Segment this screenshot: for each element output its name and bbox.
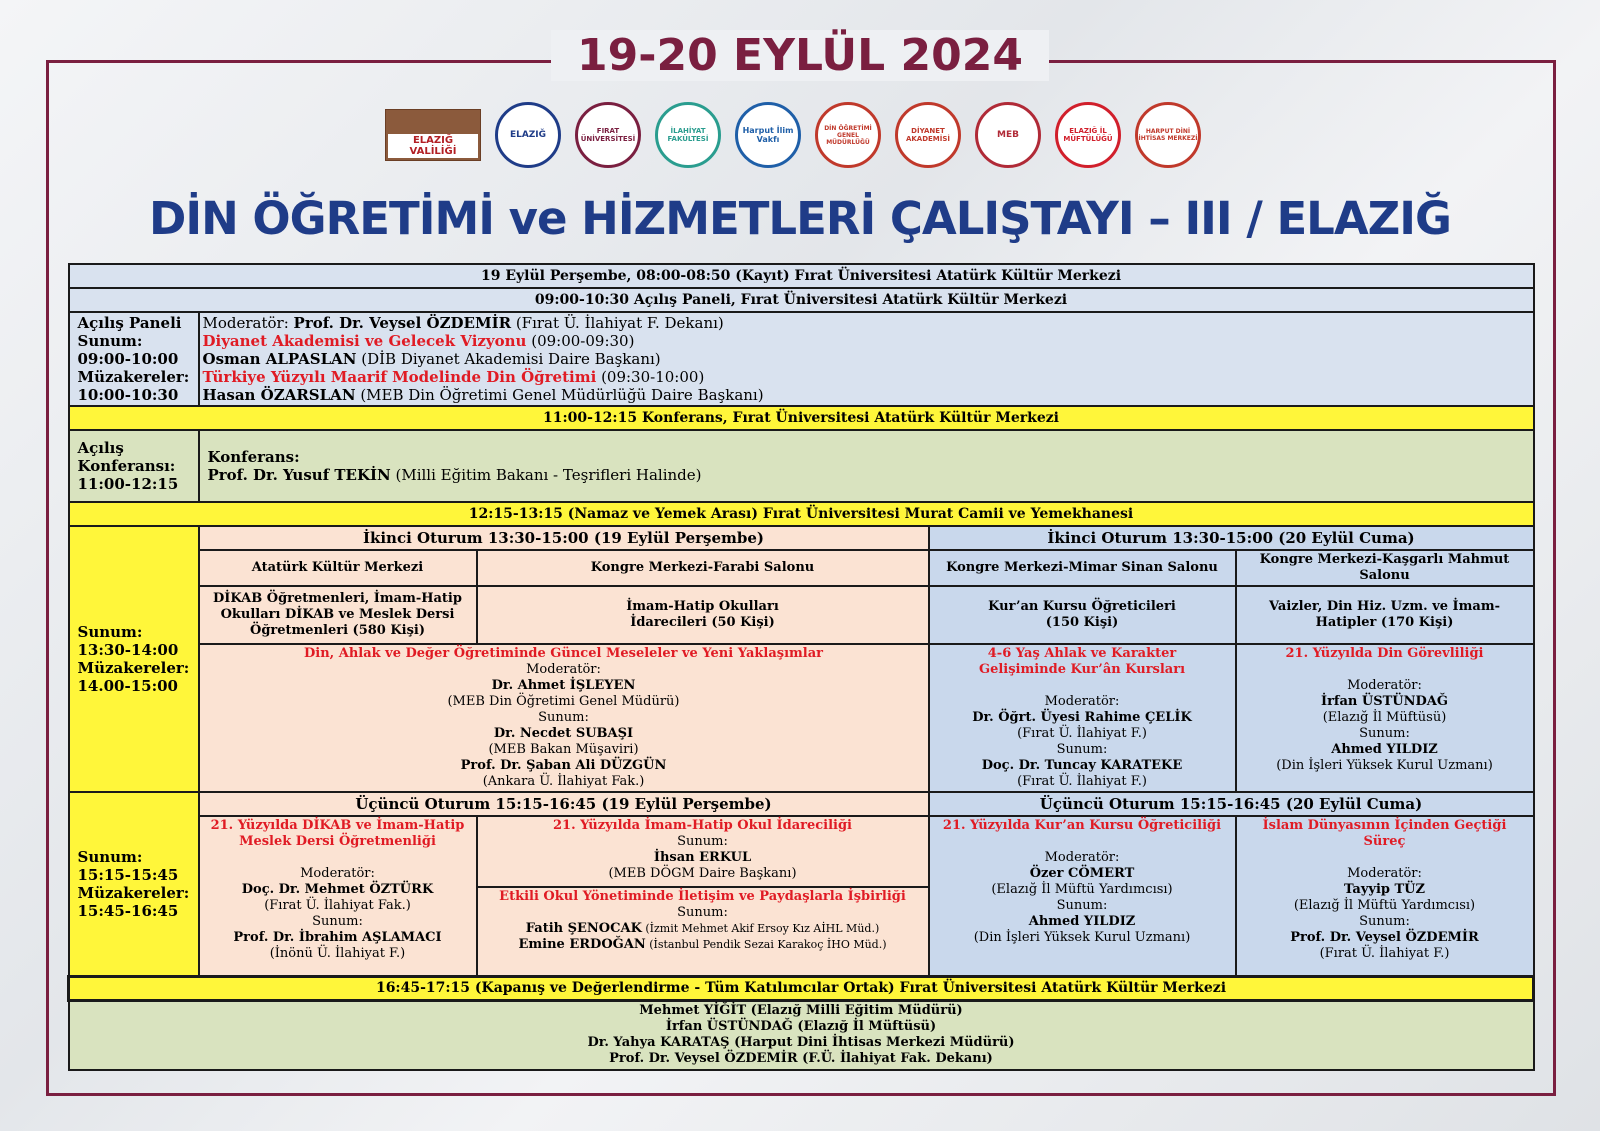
conference-side-label: Açılış Konferansı: 11:00-12:15 [69, 430, 199, 502]
venue-farabi: Kongre Merkezi-Farabi Salonu [477, 550, 929, 586]
ilahiyat-fakultesi-logo: İLAHİYAT FAKÜLTESİ [655, 102, 721, 168]
venue-kasgarli: Kongre Merkezi-Kaşgarlı Mahmut Salonu [1236, 550, 1534, 586]
closing-speakers: Mehmet YİĞİT (Elazığ Milli Eğitim Müdürü) İrfan ÜSTÜNDAĞ (Elazığ İl Müftüsü) Dr. Yahya KARATAŞ (Harput Dini İhtisas Merkezi Müdürü) Prof. Dr. Veysel ÖZDEMİR (F.Ü. İlahiyat Fak. Dekanı) [69, 1000, 1534, 1070]
conference-header-row: 11:00-12:15 Konferans, Fırat Üniversitesi Atatürk Kültür Merkezi [69, 406, 1534, 430]
registration-row: 19 Eylül Perşembe, 08:00-08:50 (Kayıt) Fırat Üniversitesi Atatürk Kültür Merkezi [69, 264, 1534, 288]
program-table [67, 263, 1535, 1071]
session2-side-label: Sunum: 13:30-14:00 Müzakereler: 14.00-15:00 [69, 526, 199, 792]
valilik-logo: ELAZIĞ VALİLİĞİ [385, 109, 481, 161]
group-dikab: DİKAB Öğretmenleri, İmam-Hatip Okulları DİKAB ve Meslek Dersi Öğretmenleri (580 Kişi) [199, 586, 477, 644]
session2-din-gorevliligi: 21. Yüzyılda Din Görevliliği Moderatör: İrfan ÜSTÜNDAĞ (Elazığ İl Müftüsü) Sunum: Ahmed YILDIZ (Din İşleri Yüksek Kurul Uzmanı) [1236, 644, 1534, 792]
group-imam-hatip: İmam-Hatip Okulları İdarecileri (50 Kişi) [477, 586, 929, 644]
belediye-logo: ELAZIĞ [495, 102, 561, 168]
page-title: DİN ÖĞRETİMİ ve HİZMETLERİ ÇALIŞTAYI – III / ELAZIĞ [149, 192, 1451, 245]
session2-kuran-kurslari: 4-6 Yaş Ahlak ve Karakter Gelişiminde Kur’ân Kursları Moderatör: Dr. Öğrt. Üyesi Rahime ÇELİK (Fırat Ü. İlahiyat F.) Sunum: Doç. Dr. Tuncay KARATEKE (Fırat Ü. İlahiyat F.) [929, 644, 1236, 792]
panel-side-label: Açılış Paneli Sunum: 09:00-10:00 Müzakereler: 10:00-10:30 [69, 312, 199, 406]
event-date: 19-20 EYLÜL 2024 [0, 30, 1600, 81]
firat-universitesi-logo: FIRAT ÜNİVERSİTESİ [575, 102, 641, 168]
elazig-muftulugu-logo: ELAZIĞ İL MÜFTÜLÜĞÜ [1055, 102, 1121, 168]
session3-islam-dunyasi: İslam Dünyasının İçinden Geçtiği Süreç Moderatör: Tayyip TÜZ (Elazığ İl Müftü Yardımcısı) Sunum: Prof. Dr. Veysel ÖZDEMİR (Fırat Ü. İlahiyat F.) [1236, 816, 1534, 976]
venue-ataturk: Atatürk Kültür Merkezi [199, 550, 477, 586]
panel-header-row: 09:00-10:30 Açılış Paneli, Fırat Üniversitesi Atatürk Kültür Merkezi [69, 288, 1534, 312]
group-kuran-kursu: Kur’an Kursu Öğreticileri (150 Kişi) [929, 586, 1236, 644]
venue-mimar-sinan: Kongre Merkezi-Mimar Sinan Salonu [929, 550, 1236, 586]
diyanet-akademisi-logo: DİYANET AKADEMİSİ [895, 102, 961, 168]
conference-details: Konferans: Prof. Dr. Yusuf TEKİN (Milli Eğitim Bakanı - Teşrifleri Halinde) [199, 430, 1534, 502]
session2-din-ahlak: Din, Ahlak ve Değer Öğretiminde Güncel Meseleler ve Yeni Yaklaşımlar Moderatör: Dr. Ahmet İŞLEYEN (MEB Din Öğretimi Genel Müdürü) Sunum: Dr. Necdet SUBAŞI (MEB Bakan Müşaviri) Prof. Dr. Şaban Ali DÜZGÜN (Ankara Ü. İlahiyat Fak.) [199, 644, 929, 792]
closing-header-row: 16:45-17:15 (Kapanış ve Değerlendirme - Tüm Katılımcılar Ortak) Fırat Üniversitesi Atatürk Kültür Merkezi [69, 976, 1534, 1000]
session3-friday-header: Üçüncü Oturum 15:15-16:45 (20 Eylül Cuma) [929, 792, 1534, 816]
meb-logo: MEB [975, 102, 1041, 168]
ihtisas-merkezi-logo: HARPUT DİNİ İHTİSAS MERKEZİ [1135, 102, 1201, 168]
din-ogretimi-logo: DİN ÖĞRETİMİ GENEL MÜDÜRLÜĞÜ [815, 102, 881, 168]
lunch-row: 12:15-13:15 (Namaz ve Yemek Arası) Fırat Üniversitesi Murat Camii ve Yemekhanesi [69, 502, 1534, 526]
session3-thursday-header: Üçüncü Oturum 15:15-16:45 (19 Eylül Perşembe) [199, 792, 929, 816]
session3-kuran-kursu: 21. Yüzyılda Kur’an Kursu Öğreticiliği Moderatör: Özer CÖMERT (Elazığ İl Müftü Yardımcısı) Sunum: Ahmed YILDIZ (Din İşleri Yüksek Kurul Uzmanı) [929, 816, 1236, 976]
session3-imam-hatip: 21. Yüzyılda İmam-Hatip Okul İdareciliği Sunum: İhsan ERKUL (MEB DÖGM Daire Başkanı) Etkili Okul Yönetiminde İletişim ve Paydaşlarla İşbirliği Sunum: Fatih ŞENOCAK (İzmit Mehmet Akif Ersoy Kız AİHL Müd.) Emine ERDOĞAN (İstanbul Pendik Sezai Karakoç İHO Müd.) [477, 816, 929, 976]
session2-friday-header: İkinci Oturum 13:30-15:00 (20 Eylül Cuma) [929, 526, 1534, 550]
harput-ilim-vakfi-logo: Harput İlim Vakfı [735, 102, 801, 168]
session3-dikab: 21. Yüzyılda DİKAB ve İmam-Hatip Meslek Dersi Öğretmenliği Moderatör: Doç. Dr. Mehmet ÖZTÜRK (Fırat Ü. İlahiyat Fak.) Sunum: Prof. Dr. İbrahim AŞLAMACI (İnönü Ü. İlahiyat F.) [199, 816, 477, 976]
session3-side-label: Sunum: 15:15-15:45 Müzakereler: 15:45-16:45 [69, 792, 199, 976]
group-vaizler: Vaizler, Din Hiz. Uzm. ve İmam-Hatipler (170 Kişi) [1236, 586, 1534, 644]
panel-details: Moderatör: Prof. Dr. Veysel ÖZDEMİR (Fırat Ü. İlahiyat F. Dekanı) Diyanet Akademisi ve Gelecek Vizyonu (09:00-09:30) Osman ALPASLAN (DİB Diyanet Akademisi Daire Başkanı) Türkiye Yüzyılı Maarif Modelinde Din Öğretimi (09:30-10:00) Hasan ÖZARSLAN (MEB Din Öğretimi Genel Müdürlüğü Daire Başkanı) [199, 312, 1534, 406]
session2-thursday-header: İkinci Oturum 13:30-15:00 (19 Eylül Perşembe) [199, 526, 929, 550]
logo-strip [385, 95, 1215, 175]
